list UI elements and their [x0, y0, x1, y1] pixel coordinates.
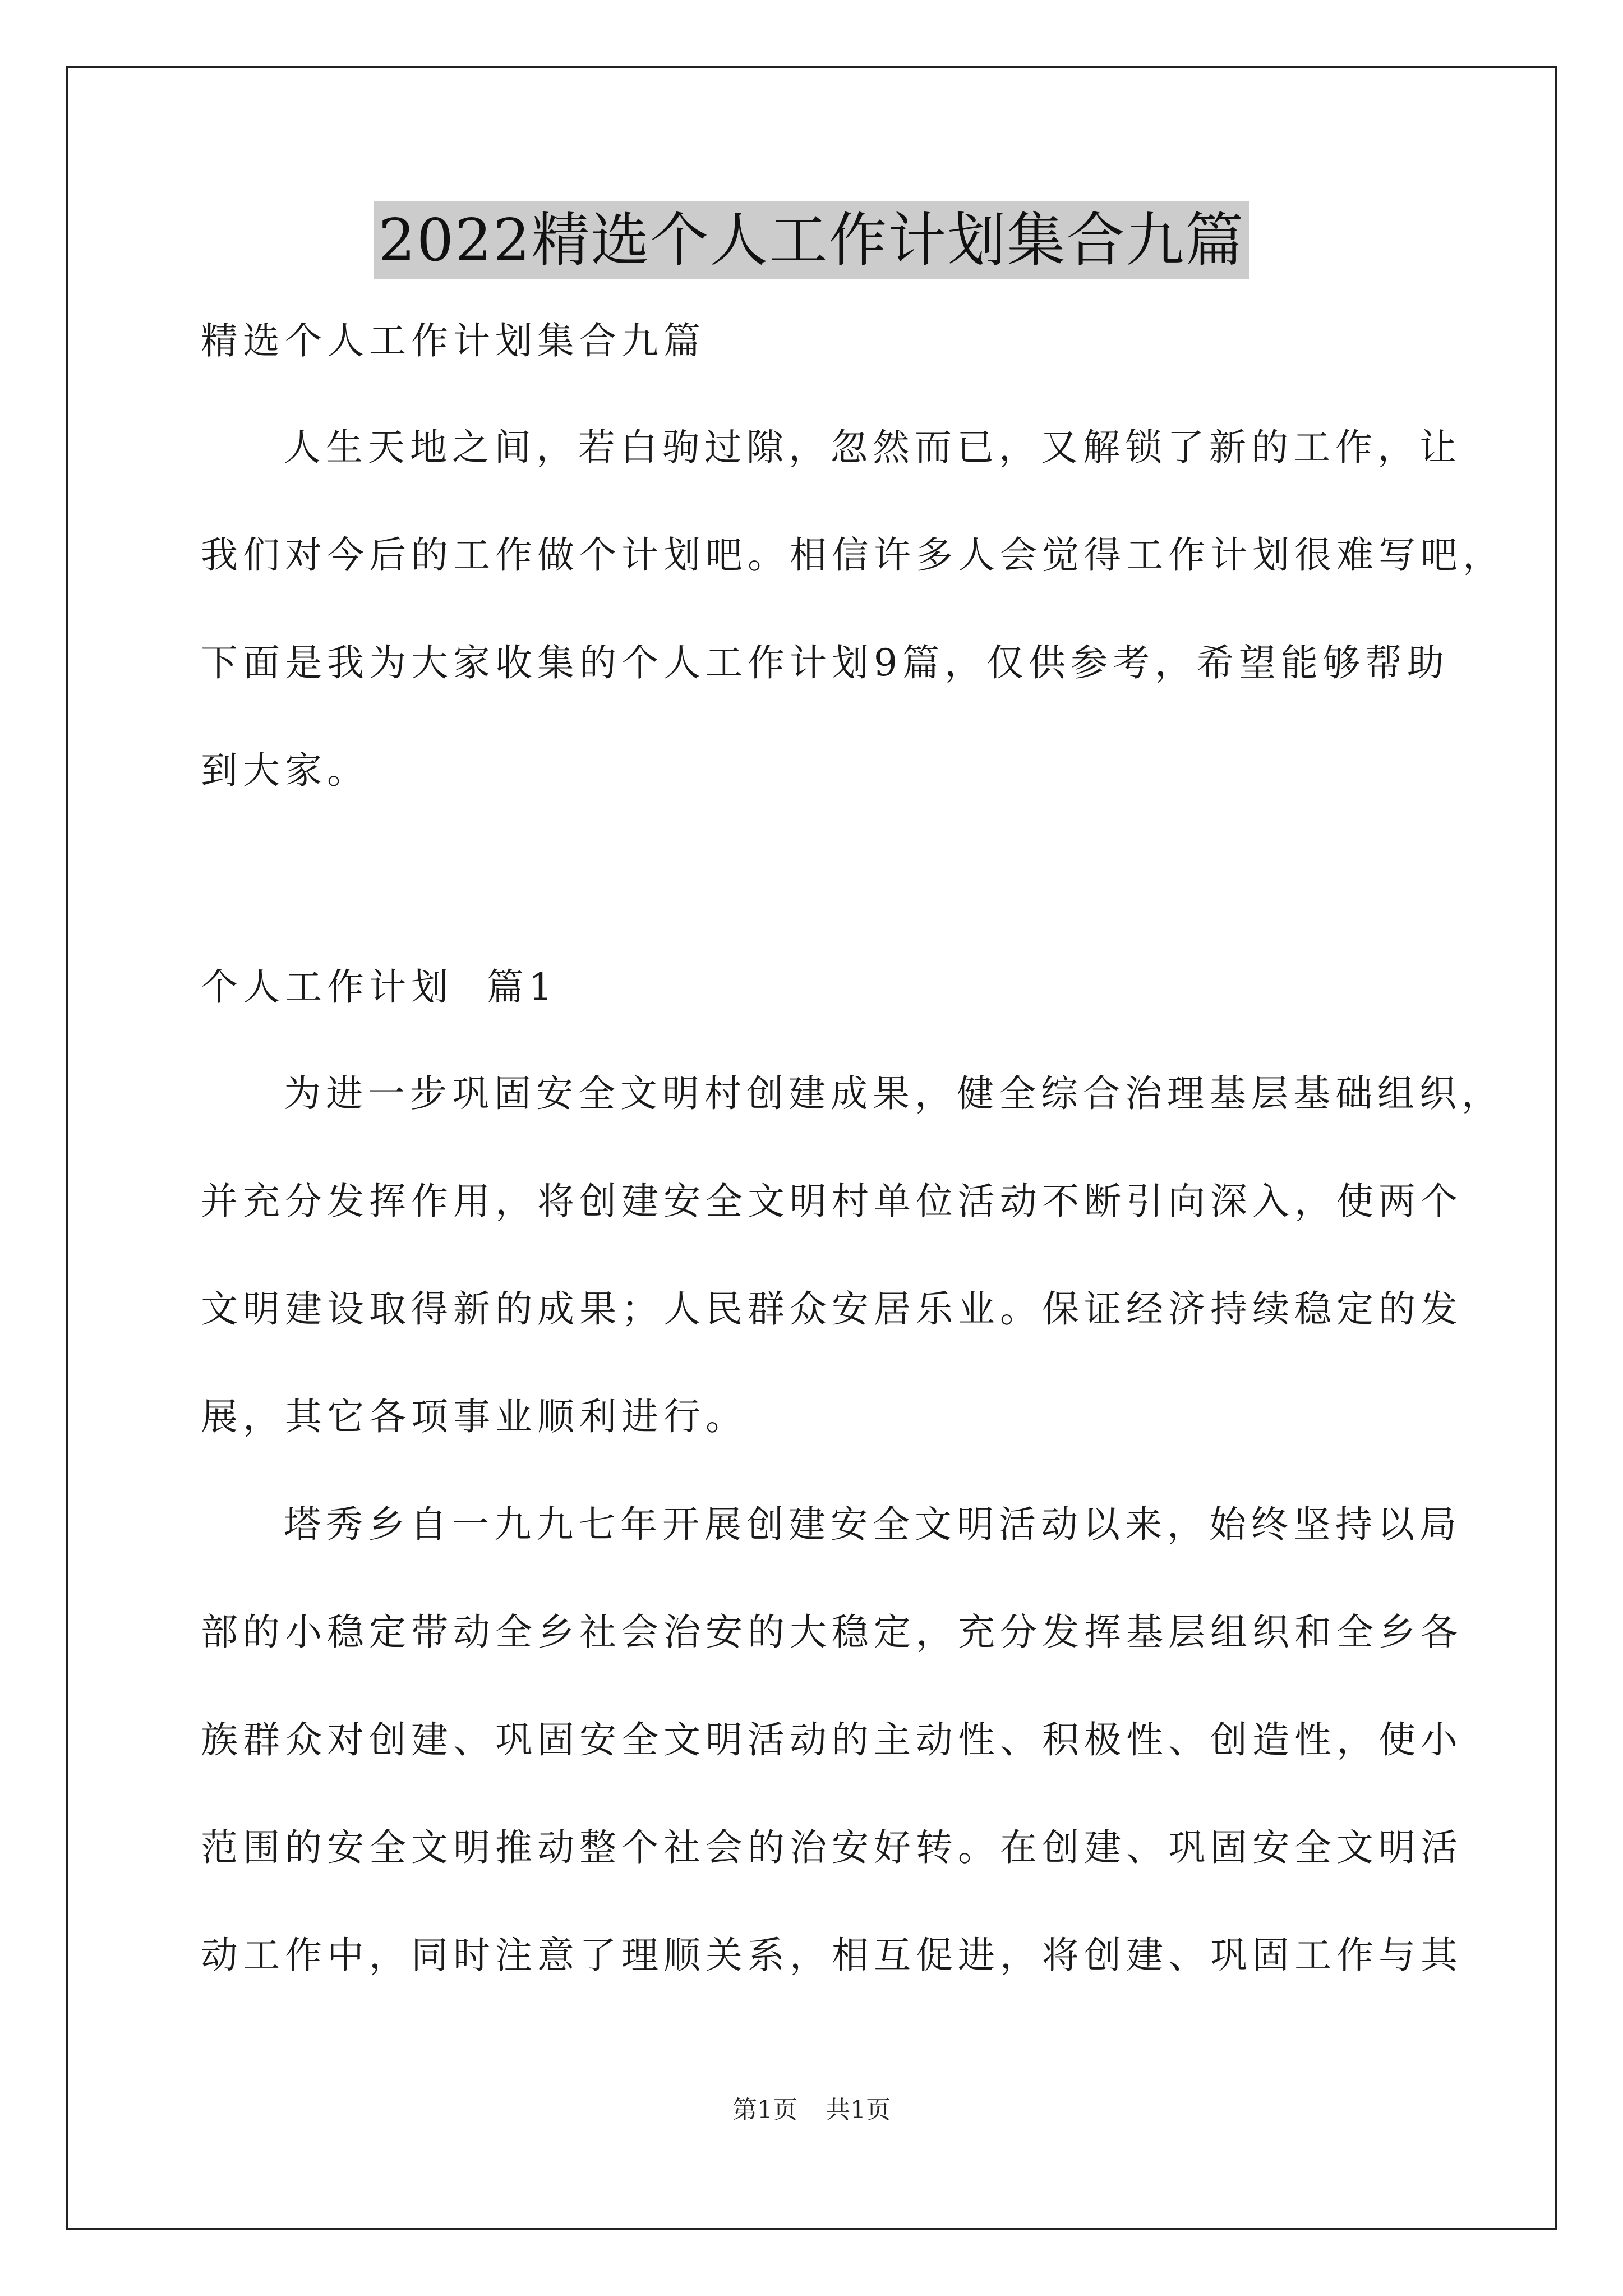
paragraph-line: 动工作中，同时注意了理顺关系，相互促进，将创建、巩固工作与其 — [201, 1934, 1463, 1977]
document-body — [201, 314, 1505, 2036]
intro-paragraph — [201, 421, 1505, 798]
paragraph-line: 为进一步巩固安全文明村创建成果，健全综合治理基层基础组织， — [284, 1072, 1504, 1115]
paragraph-line: 部的小稳定带动全乡社会治安的大稳定，充分发挥基层组织和全乡各 — [201, 1611, 1463, 1654]
paragraph-line: 下面是我为大家收集的个人工作计划9篇，仅供参考，希望能够帮助 — [201, 641, 1449, 684]
page-footer — [0, 2093, 1623, 2127]
page-number-current: 第1页 — [732, 2096, 797, 2124]
document-subtitle: 精选个人工作计划集合九篇 — [201, 319, 706, 362]
section-paragraph-1 — [201, 1067, 1504, 1444]
title-container — [0, 201, 1623, 279]
paragraph-line: 塔秀乡自一九九七年开展创建安全文明活动以来，始终坚持以局 — [284, 1503, 1461, 1546]
paragraph-line: 我们对今后的工作做个计划吧。相信许多人会觉得工作计划很难写吧， — [201, 533, 1505, 577]
paragraph-line: 族群众对创建、巩固安全文明活动的主动性、积极性、创造性，使小 — [201, 1718, 1463, 1761]
section-heading: 个人工作计划 篇1 — [201, 965, 557, 1009]
paragraph-line: 人生天地之间，若白驹过隙，忽然而已，又解锁了新的工作，让 — [284, 426, 1461, 469]
paragraph-line: 范围的安全文明推动整个社会的治安好转。在创建、巩固安全文明活 — [201, 1826, 1463, 1869]
paragraph-line: 并充分发挥作用，将创建安全文明村单位活动不断引向深入，使两个 — [201, 1180, 1463, 1223]
document-title: 2022精选个人工作计划集合九篇 — [374, 201, 1249, 279]
section-paragraph-2 — [201, 1498, 1463, 1982]
paragraph-line: 到大家。 — [201, 749, 369, 792]
paragraph-line: 文明建设取得新的成果；人民群众安居乐业。保证经济持续稳定的发 — [201, 1287, 1463, 1331]
paragraph-line: 展，其它各项事业顺利进行。 — [201, 1395, 748, 1438]
page-number-total: 共1页 — [826, 2096, 891, 2124]
